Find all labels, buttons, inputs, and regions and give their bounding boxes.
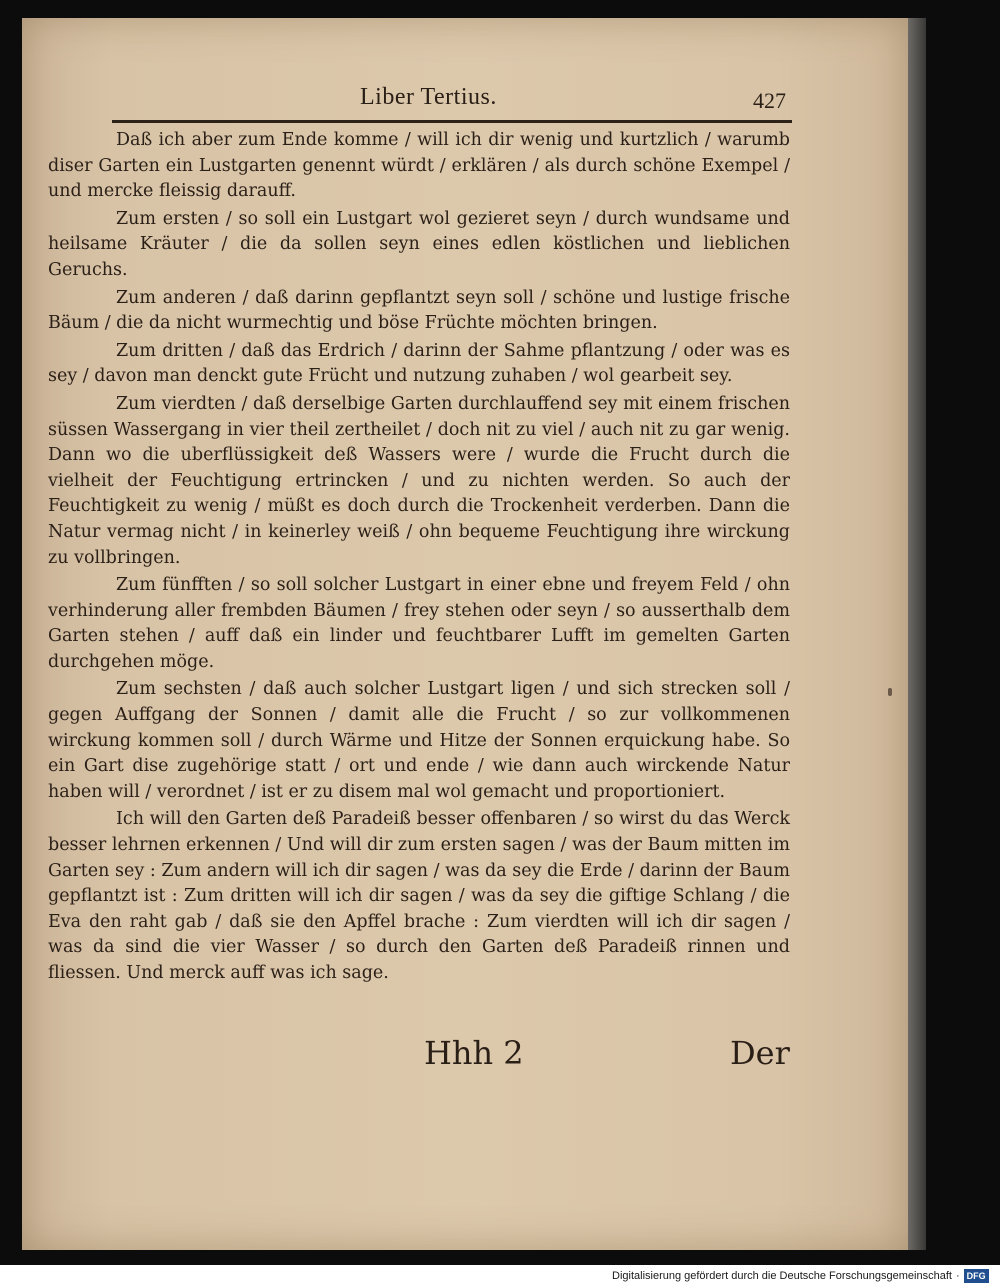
paragraph: Zum vierdten / daß derselbige Garten durchlauffend sey mit einem frischen süssen Wassergang in vier theil zertheilet / doch nit zu viel / auch nit zu gar wenig. Dann wo die uberflüssigkeit deß Wassers were / wurde die Frucht durch die vielheit der Feuchtigung ertrincken / und zu nichten werden. So auch der Feuchtigkeit zu wenig / müßt es doch durch die Trockenheit verderben. Dann die Natur vermag nicht / in keinerley weiß / ohn bequeme Feuchtigung ihre wirckung zu vollbringen. <box>48 393 790 568</box>
paragraph: Daß ich aber zum Ende komme / will ich dir wenig und kurtzlich / warumb diser Garten ein Lustgarten genennt würdt / erklären / als durch schöne Exempel / und mercke fleissig darauff. <box>48 130 790 202</box>
signature-mark: Hhh 2 <box>424 1034 524 1072</box>
paragraph: Zum sechsten / daß auch solcher Lustgart ligen / und sich strecken soll / gegen Auffgang der Sonnen / damit alle die Frucht / so zur vollkommenen wirckung kommen soll / durch Wärme und Hitze der Sonnen erquickung habe. So ein Gart dise zugehörige statt / ort und ende / wie dann auch wirckende Natur haben will / verordnet / ist er zu disem mal wol gemacht und proportioniert. <box>48 679 790 802</box>
header-rule <box>112 120 792 123</box>
page-speck <box>888 688 892 696</box>
paragraph: Zum ersten / so soll ein Lustgart wol gezieret seyn / durch wundsame und heilsame Kräuter / die da sollen seyn eines edlen köstlichen und lieblichen Geruchs. <box>48 208 790 280</box>
footer-separator: · <box>955 1270 960 1282</box>
body-text <box>48 128 790 989</box>
page-number: 427 <box>753 88 786 113</box>
running-head: Liber Tertius. <box>360 84 497 110</box>
paragraph: Ich will den Garten deß Paradeiß besser offenbaren / so wirst du das Werck besser lehrnen erkennen / Und will dir zum ersten sagen / was der Baum mitten im Garten sey : Zum andern will ich dir sagen / was da sey die Erde / darinn der Baum gepflantzt ist : Zum dritten will ich dir sagen / was da sey die giftige Schlang / die Eva den raht gab / daß sie den Apffel brache : Zum vierdten will ich dir sagen / was da sind die vier Wasser / so durch den Garten deß Paradeiß rinnen und fliessen. Und merck auff was ich sage. <box>48 809 790 983</box>
digitization-footer <box>612 1267 989 1285</box>
paragraph: Zum dritten / daß das Erdrich / darinn der Sahme pflantzung / oder was es sey / davon man denckt gute Frücht und nutzung zuhaben / wol gearbeit sey. <box>48 340 790 387</box>
footer-credit: Digitalisierung gefördert durch die Deutsche Forschungsgemeinschaft <box>612 1270 952 1282</box>
page-edge-shadow <box>908 18 926 1250</box>
paragraph: Zum anderen / daß darinn gepflantzt seyn soll / schöne und lustige frische Bäum / die da nicht wurmechtig und böse Früchte möchten bringen. <box>48 287 790 334</box>
catchword: Der <box>730 1034 790 1072</box>
paragraph: Zum fünfften / so soll solcher Lustgart in einer ebne und freyem Feld / ohn verhinderung aller frembden Bäumen / frey stehen oder seyn / so ausserthalb dem Garten stehen / auff daß ein linder und feuchtbarer Lufft im gemelten Garten durchgehen möge. <box>48 575 790 672</box>
dfg-logo: DFG <box>964 1269 989 1283</box>
